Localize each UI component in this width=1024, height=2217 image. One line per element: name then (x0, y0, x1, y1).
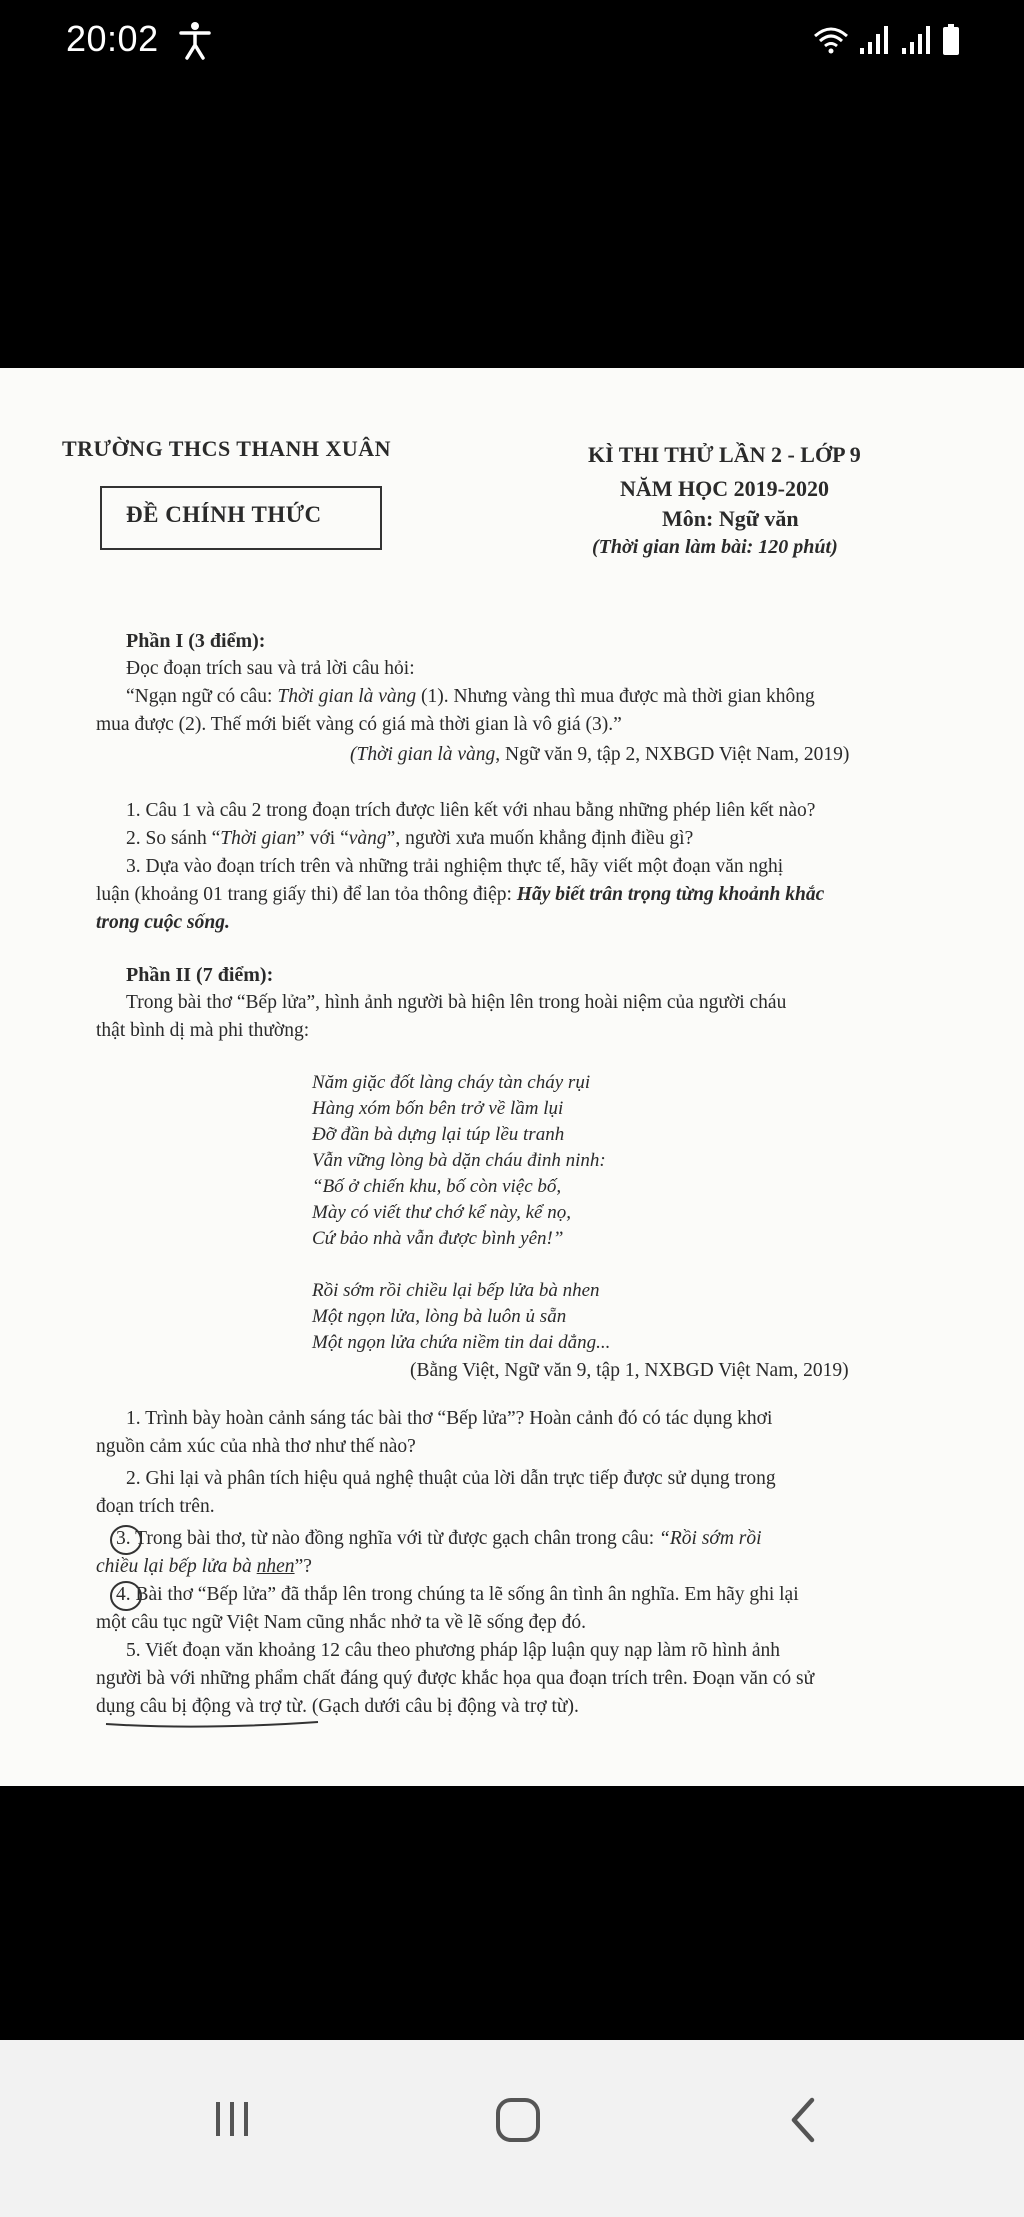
part2-question-5-line2: người bà với những phẩm chất đáng quý được khắc họa qua đoạn trích trên. Đoạn văn có sử (96, 1668, 815, 1689)
part2-intro-line1: Trong bài thơ “Bếp lửa”, hình ảnh người bà hiện lên trong hoài niệm của người cháu (126, 992, 787, 1013)
poem-line: “Bố ở chiến khu, bố còn việc bố, (312, 1176, 562, 1197)
signal-icon (900, 24, 934, 56)
part2-question-1-line2: nguồn cảm xúc của nhà thơ như thế nào? (96, 1436, 416, 1457)
part1-question-3-line2: luận (khoảng 01 trang giấy thi) để lan tỏa thông điệp: Hãy biết trân trọng từng khoảnh khắc (96, 884, 825, 905)
back-button[interactable] (762, 2088, 842, 2152)
part2-question-5-line1: 5. Viết đoạn văn khoảng 12 câu theo phương pháp lập luận quy nạp làm rõ hình ảnh (126, 1640, 781, 1661)
status-bar (0, 0, 1024, 80)
signal-icon (858, 24, 892, 56)
poem-line: Vẫn vững lòng bà dặn cháu đinh ninh: (312, 1150, 606, 1171)
poem-line: Một ngọn lửa chứa niềm tin dai dẳng... (312, 1332, 611, 1353)
part2-question-5-line3: dụng câu bị động và trợ từ. (Gạch dưới câu bị động và trợ từ). (96, 1696, 579, 1717)
poem-source: (Bằng Việt, Ngữ văn 9, tập 1, NXBGD Việt Nam, 2019) (410, 1360, 849, 1381)
part1-question-1: 1. Câu 1 và câu 2 trong đoạn trích được liên kết với nhau bằng những phép liên kết nào? (126, 800, 816, 821)
official-label: ĐỀ CHÍNH THỨC (126, 502, 322, 527)
part2-question-3-line2: chiều lại bếp lửa bà nhen”? (96, 1556, 312, 1577)
battery-icon (942, 24, 960, 56)
part2-question-4-line1: 4. Bài thơ “Bếp lửa” đã thắp lên trong chúng ta lẽ sống ân tình ân nghĩa. Em hãy ghi lại (116, 1584, 799, 1605)
poem-line: Cứ bảo nhà vẫn được bình yên!” (312, 1228, 564, 1249)
part1-question-3-line1: 3. Dựa vào đoạn trích trên và những trải nghiệm thực tế, hãy viết một đoạn văn nghị (126, 856, 784, 877)
poem-line: Đỡ đần bà dựng lại túp lều tranh (312, 1124, 565, 1145)
poem-line: Hàng xóm bốn bên trở về lầm lụi (312, 1098, 564, 1119)
exam-subject: Môn: Ngữ văn (662, 506, 799, 531)
part2-question-2-line1: 2. Ghi lại và phân tích hiệu quả nghệ thuật của lời dẫn trực tiếp được sử dụng trong (126, 1468, 776, 1489)
part1-quote-line2: mua được (2). Thế mới biết vàng có giá mà thời gian là vô giá (3).” (96, 714, 622, 735)
part2-question-3-line1: 3. Trong bài thơ, từ nào đồng nghĩa với từ được gạch chân trong câu: “Rồi sớm rồi (116, 1528, 762, 1549)
exam-title: KÌ THI THỬ LẦN 2 - LỚP 9 (588, 442, 861, 467)
part2-intro-line2: thật bình dị mà phi thường: (96, 1020, 310, 1041)
part1-quote-line1: “Ngạn ngữ có câu: Thời gian là vàng (1). Nhưng vàng thì mua được mà thời gian không (126, 686, 815, 707)
poem-line: Rồi sớm rồi chiều lại bếp lửa bà nhen (312, 1280, 600, 1301)
handwritten-annotations (0, 368, 1024, 1786)
wifi-icon (812, 24, 850, 56)
exam-time: (Thời gian làm bài: 120 phút) (592, 536, 838, 558)
school-name: TRƯỜNG THCS THANH XUÂN (62, 436, 392, 461)
part1-instruction: Đọc đoạn trích sau và trả lời câu hỏi: (126, 658, 415, 679)
accessibility-icon (178, 20, 212, 60)
part2-heading: Phần II (7 điểm): (126, 964, 274, 986)
poem-line: Năm giặc đốt làng cháy tàn cháy rụi (312, 1072, 591, 1093)
part2-question-1-line1: 1. Trình bày hoàn cảnh sáng tác bài thơ “Bếp lửa”? Hoàn cảnh đó có tác dụng khơi (126, 1408, 773, 1429)
part2-question-2-line2: đoạn trích trên. (96, 1496, 215, 1517)
poem-line: Mày có viết thư chớ kể này, kể nọ, (312, 1202, 571, 1223)
poem-line: Một ngọn lửa, lòng bà luôn ủ sẵn (312, 1306, 567, 1327)
part1-question-2: 2. So sánh “Thời gian” với “vàng”, người xưa muốn khẳng định điều gì? (126, 828, 694, 849)
home-button[interactable] (478, 2088, 558, 2152)
navigation-bar (0, 2040, 1024, 2217)
status-time: 20:02 (66, 18, 159, 59)
exam-year: NĂM HỌC 2019-2020 (620, 476, 829, 501)
part1-question-3-line3: trong cuộc sống. (96, 912, 230, 933)
status-icons (812, 20, 960, 56)
exam-document (0, 368, 1024, 1786)
part2-question-4-line2: một câu tục ngữ Việt Nam cũng nhắc nhở ta về lẽ sống đẹp đó. (96, 1612, 586, 1633)
recent-apps-button[interactable] (192, 2088, 272, 2152)
part1-source: (Thời gian là vàng, Ngữ văn 9, tập 2, NXBGD Việt Nam, 2019) (350, 744, 850, 765)
part1-heading: Phần I (3 điểm): (126, 630, 266, 652)
